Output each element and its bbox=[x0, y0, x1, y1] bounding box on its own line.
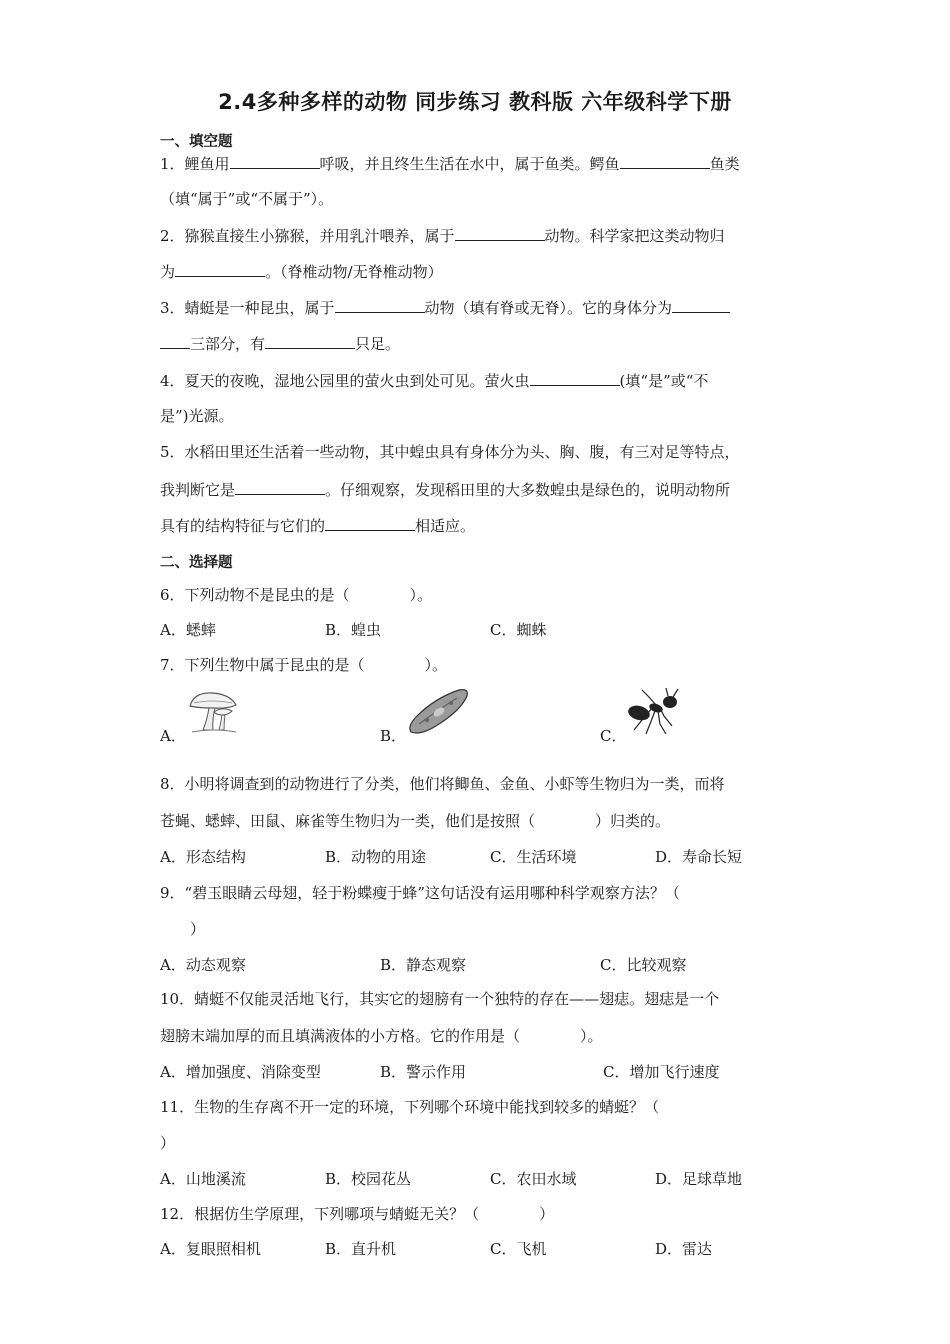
question-10-line-1: 10．蜻蜓不仅能灵活地飞行，其实它的翅膀有一个独特的存在——翅痣。翅痣是一个 bbox=[160, 990, 720, 1008]
q12-option-d[interactable]: D．雷达 bbox=[655, 1240, 713, 1258]
question-6-stem: 6．下列动物不是昆虫的是（ ）。 bbox=[160, 586, 433, 604]
q8-option-c[interactable]: C．生活环境 bbox=[490, 848, 577, 866]
blank[interactable] bbox=[672, 297, 730, 313]
q11-option-c[interactable]: C．农田水域 bbox=[490, 1170, 577, 1188]
question-2-line-2 bbox=[160, 261, 443, 282]
blank[interactable] bbox=[265, 333, 355, 349]
q1-text-c: 鱼类 bbox=[709, 155, 740, 173]
question-1-line-1 bbox=[160, 153, 740, 174]
blank[interactable] bbox=[530, 370, 620, 386]
question-5-line-1: 5．水稻田里还生活着一些动物，其中蝗虫具有身体分为头、胸、腹，有三对足等特点， bbox=[160, 443, 740, 461]
q11-option-d[interactable]: D．足球草地 bbox=[655, 1170, 743, 1188]
q3-text-c: 三部分，有 bbox=[190, 335, 266, 353]
question-5-line-3 bbox=[160, 515, 475, 536]
page-title: 2.4多种多样的动物 同步练习 教科版 六年级科学下册 bbox=[218, 90, 732, 114]
question-11-line-2: ） bbox=[160, 1134, 176, 1152]
question-2-line-1 bbox=[160, 225, 725, 246]
question-7-stem: 7．下列生物中属于昆虫的是（ ）。 bbox=[160, 656, 448, 674]
q11-option-b[interactable]: B．校园花丛 bbox=[325, 1170, 412, 1188]
q3-text-b: 动物（填有脊或无脊）。它的身体分为 bbox=[424, 299, 673, 317]
q2-text-a: 2．猕猴直接生小猕猴，并用乳汁喂养，属于 bbox=[160, 227, 455, 245]
q8-option-a[interactable]: A．形态结构 bbox=[160, 848, 246, 866]
q9-option-a[interactable]: A．动态观察 bbox=[160, 956, 246, 974]
q7-option-c[interactable]: C． bbox=[600, 727, 627, 745]
q10-option-c[interactable]: C．增加飞行速度 bbox=[603, 1063, 720, 1081]
question-12-stem: 12．根据仿生学原理，下列哪项与蜻蜓无关？（ ） bbox=[160, 1205, 555, 1223]
q6-option-c[interactable]: C．蜘蛛 bbox=[490, 621, 547, 639]
question-11-line-1: 11．生物的生存离不开一定的环境，下列哪个环境中能找到较多的蜻蜓？（ bbox=[160, 1098, 660, 1116]
q10-option-b[interactable]: B．警示作用 bbox=[380, 1063, 467, 1081]
q3-text-a: 3．蜻蜓是一种昆虫，属于 bbox=[160, 299, 335, 317]
question-8-line-1: 8．小明将调查到的动物进行了分类，他们将鲫鱼、金鱼、小虾等生物归为一类，而将 bbox=[160, 775, 725, 793]
q6-option-b[interactable]: B．蝗虫 bbox=[325, 621, 382, 639]
question-1-line-2: （填“属于”或“不属于”）。 bbox=[160, 190, 334, 208]
q1-text-b: 呼吸，并且终生生活在水中，属于鱼类。鳄鱼 bbox=[319, 155, 620, 173]
q7-option-b[interactable]: B． bbox=[380, 727, 407, 745]
question-4-line-1 bbox=[160, 370, 708, 391]
question-4-line-2: 是”)光源。 bbox=[160, 407, 234, 425]
q9-option-c[interactable]: C．比较观察 bbox=[600, 956, 687, 974]
q9-option-b[interactable]: B．静态观察 bbox=[380, 956, 467, 974]
q5-text-e: 相适应。 bbox=[415, 517, 476, 535]
q11-option-a[interactable]: A．山地溪流 bbox=[160, 1170, 246, 1188]
blank[interactable] bbox=[335, 297, 425, 313]
q5-text-d: 具有的结构特征与它们的 bbox=[160, 517, 326, 535]
question-3-line-1 bbox=[160, 297, 730, 318]
q10-option-a[interactable]: A．增加强度、消除变型 bbox=[160, 1063, 321, 1081]
q8-option-d[interactable]: D．寿命长短 bbox=[655, 848, 743, 866]
mushroom-icon bbox=[186, 690, 242, 738]
blank[interactable] bbox=[325, 515, 415, 531]
q2-text-b: 动物。科学家把这类动物归 bbox=[544, 227, 725, 245]
blank[interactable] bbox=[235, 479, 325, 495]
q4-text-b: (填“是”或“不 bbox=[619, 372, 709, 390]
question-9-line-1: 9．“碧玉眼睛云母翅，轻于粉蝶瘦于蜂”这句话没有运用哪种科学观察方法？（ bbox=[160, 884, 680, 902]
ant-icon bbox=[622, 686, 684, 738]
q8-option-b[interactable]: B．动物的用途 bbox=[325, 848, 427, 866]
q6-option-a[interactable]: A．蟋蟀 bbox=[160, 621, 216, 639]
q4-text-a: 4．夏天的夜晚，湿地公园里的萤火虫到处可见。萤火虫 bbox=[160, 372, 530, 390]
q3-text-d: 只足。 bbox=[355, 335, 401, 353]
q7-option-a[interactable]: A． bbox=[160, 727, 186, 745]
blank[interactable] bbox=[620, 153, 710, 169]
question-3-line-2 bbox=[160, 333, 400, 354]
section-fill-in: 一、填空题 bbox=[160, 134, 233, 150]
q12-option-c[interactable]: C．飞机 bbox=[490, 1240, 547, 1258]
question-10-line-2: 翅膀末端加厚的而且填满液体的小方格。它的作用是（ ）。 bbox=[160, 1027, 603, 1045]
question-9-line-2: ） bbox=[160, 920, 206, 938]
q5-text-c: 。仔细观察，发现稻田里的大多数蝗虫是绿色的，说明动物所 bbox=[325, 481, 731, 499]
q1-text-a: 1．鲤鱼用 bbox=[160, 155, 230, 173]
q2-text-d: 。（脊椎动物/无脊椎动物） bbox=[265, 263, 443, 281]
blank[interactable] bbox=[175, 261, 265, 277]
q5-text-b: 我判断它是 bbox=[160, 481, 236, 499]
q2-text-c: 为 bbox=[160, 263, 176, 281]
paramecium-icon bbox=[405, 686, 473, 738]
question-5-line-2 bbox=[160, 479, 730, 500]
blank[interactable] bbox=[160, 333, 190, 349]
blank[interactable] bbox=[455, 225, 545, 241]
question-8-line-2: 苍蝇、蟋蟀、田鼠、麻雀等生物归为一类，他们是按照（ ）归类的。 bbox=[160, 812, 671, 830]
q12-option-a[interactable]: A．复眼照相机 bbox=[160, 1240, 261, 1258]
q12-option-b[interactable]: B．直升机 bbox=[325, 1240, 397, 1258]
blank[interactable] bbox=[230, 153, 320, 169]
section-multiple-choice: 二、选择题 bbox=[160, 555, 233, 571]
